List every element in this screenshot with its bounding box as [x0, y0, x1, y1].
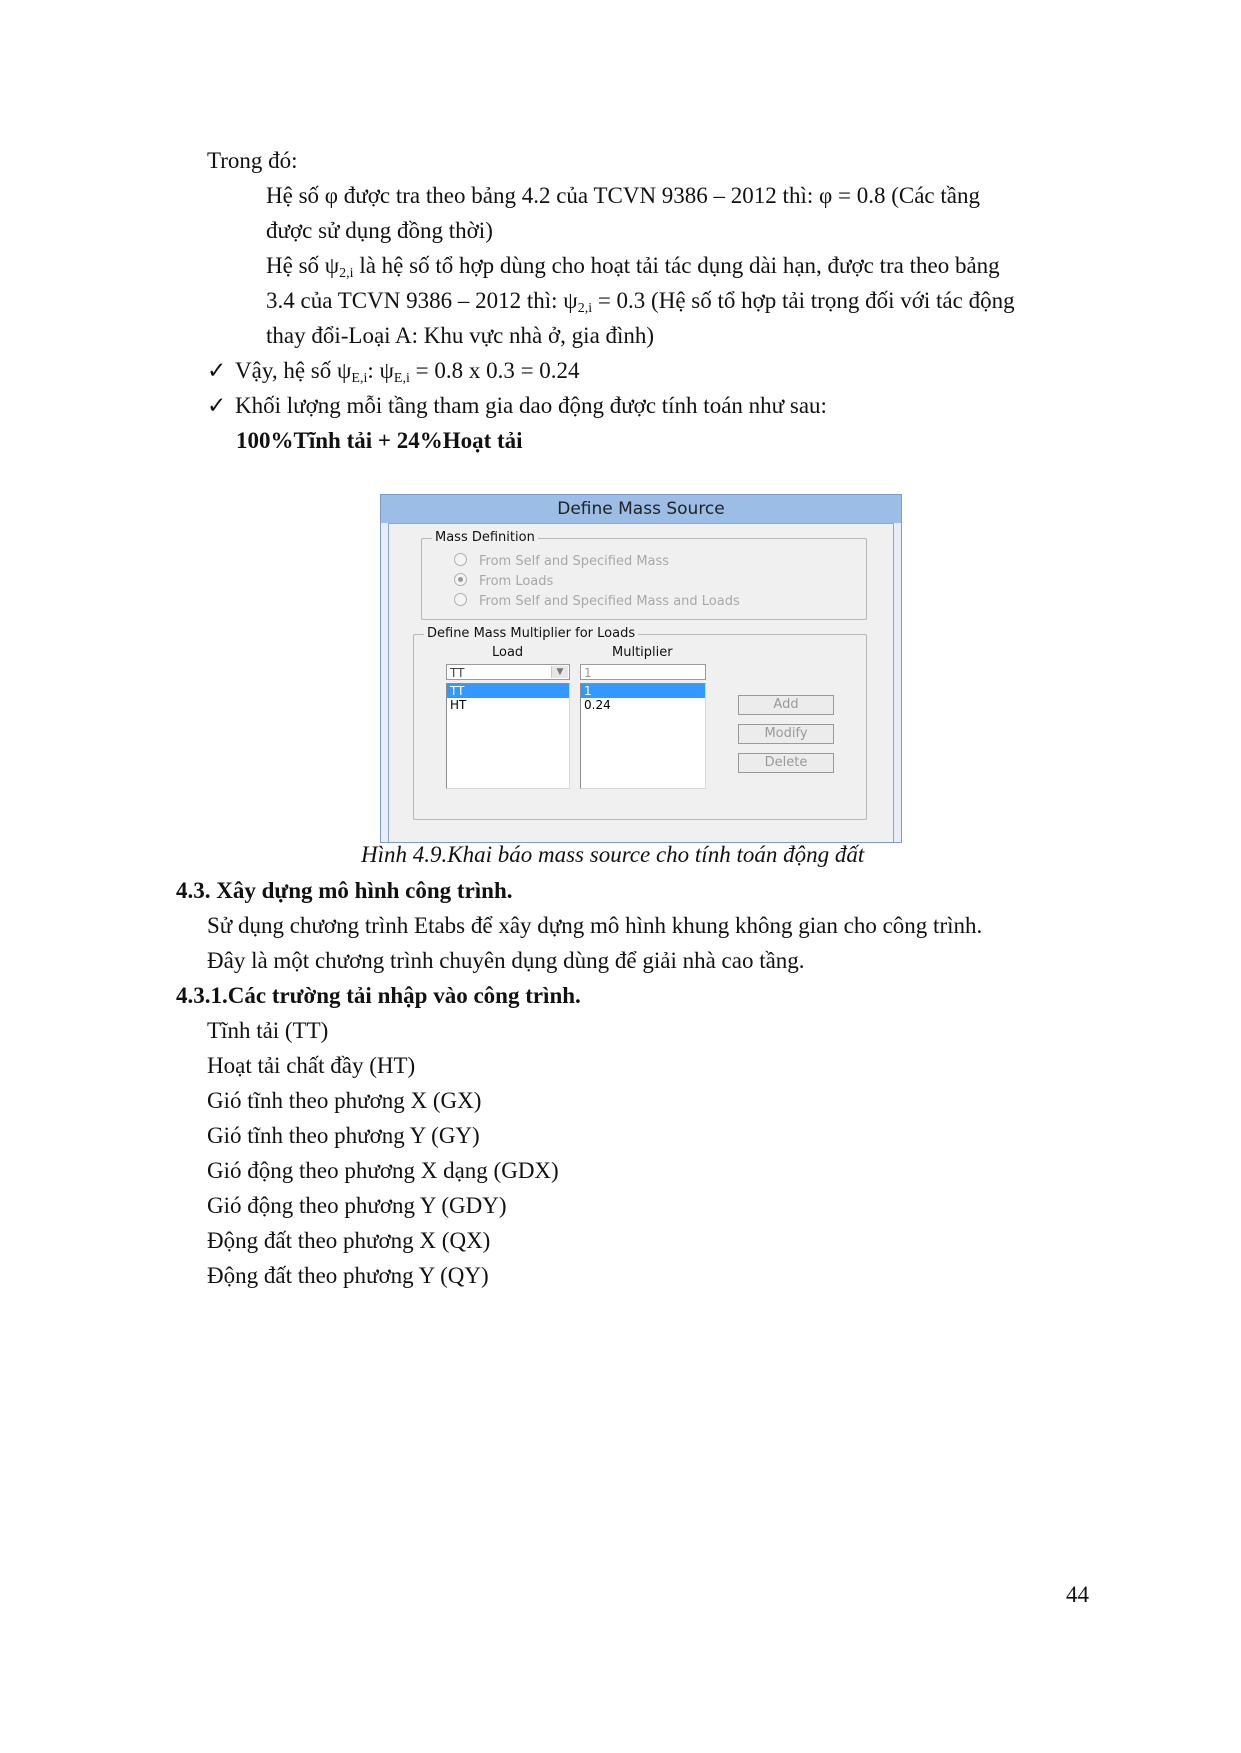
- vay-a: Vậy, hệ số ψ: [235, 358, 352, 383]
- mass-definition-label: Mass Definition: [432, 530, 538, 546]
- page-number: 44: [1066, 1582, 1089, 1607]
- load-case-item: Tĩnh tải (TT): [207, 1018, 329, 1043]
- psi-line-2-a: 3.4 của TCVN 9386 – 2012 thì: ψ: [266, 288, 578, 313]
- load-case-item: Gió tĩnh theo phương Y (GY): [207, 1123, 480, 1148]
- multiplier-list[interactable]: [580, 683, 706, 789]
- load-case-item: Động đất theo phương X (QX): [207, 1228, 491, 1253]
- multiplier-column-header: Multiplier: [612, 645, 673, 660]
- psi-line-2-b: = 0.3 (Hệ số tổ hợp tải trọng đối với tác động: [592, 288, 1015, 313]
- radio-from-loads[interactable]: [454, 573, 553, 590]
- dialog-body: [388, 523, 894, 843]
- load-case-item: Gió động theo phương X dạng (GDX): [207, 1158, 559, 1183]
- section-4-3-1-heading: 4.3.1.Các trường tải nhập vào công trình.: [176, 983, 581, 1008]
- check-icon: ✓: [207, 358, 227, 383]
- load-list[interactable]: [446, 683, 570, 789]
- section-4-3-para-1: Sử dụng chương trình Etabs để xây dựng mô hình khung không gian cho công trình.: [207, 913, 983, 938]
- khoi-luong-text: Khối lượng mỗi tầng tham gia dao động được tính toán như sau:: [235, 393, 827, 418]
- psi-line-1-sub: 2,i: [339, 266, 354, 281]
- khoi-luong-line: [207, 391, 827, 421]
- radio-self-specified-loads[interactable]: [454, 593, 740, 610]
- dialog-title: Define Mass Source: [381, 495, 901, 523]
- list-item[interactable]: 1: [581, 684, 705, 698]
- vay-b: : ψ: [367, 358, 394, 383]
- psi-line-2-sub: 2,i: [577, 301, 593, 316]
- figure-caption: Hình 4.9.Khai báo mass source cho tính toán động đất: [361, 842, 865, 867]
- define-mass-source-dialog: [380, 494, 902, 843]
- vay-sub-2: E,i: [393, 371, 410, 386]
- trong-do-text: Trong đó:: [207, 148, 298, 173]
- add-button[interactable]: Add: [738, 695, 834, 715]
- load-combo[interactable]: [446, 664, 570, 680]
- mass-definition-group: [421, 530, 867, 620]
- section-4-3-heading: 4.3. Xây dựng mô hình công trình.: [176, 878, 513, 903]
- phi-line-1: Hệ số φ được tra theo bảng 4.2 của TCVN 9386 – 2012 thì: φ = 0.8 (Các tầng: [266, 183, 980, 208]
- load-combo-value: TT: [450, 666, 465, 680]
- check-icon: ✓: [207, 393, 227, 418]
- modify-button[interactable]: Modify: [738, 724, 834, 744]
- list-item[interactable]: 0.24: [584, 698, 611, 712]
- radio-icon[interactable]: [454, 553, 467, 566]
- radio-selected-icon[interactable]: [454, 573, 467, 586]
- load-column-header: Load: [492, 645, 524, 660]
- psi-line-1: [266, 251, 1000, 281]
- mass-multiplier-label: Define Mass Multiplier for Loads: [424, 626, 638, 642]
- radio-label: From Self and Specified Mass and Loads: [479, 594, 740, 609]
- vay-sub-1: E,i: [351, 371, 368, 386]
- load-case-item: Gió tĩnh theo phương X (GX): [207, 1088, 482, 1113]
- vay-c: = 0.8 x 0.3 = 0.24: [409, 358, 580, 383]
- multiplier-input[interactable]: 1: [580, 664, 706, 680]
- psi-line-1-a: Hệ số ψ: [266, 253, 340, 278]
- psi-line-3: thay đổi-Loại A: Khu vực nhà ở, gia đình): [266, 323, 655, 348]
- vay-he-so-line: [207, 356, 580, 386]
- mass-formula: 100%Tĩnh tải + 24%Hoạt tải: [236, 428, 523, 453]
- delete-button[interactable]: Delete: [738, 753, 834, 773]
- psi-line-2: [266, 286, 1015, 316]
- chevron-down-icon[interactable]: ▼: [551, 666, 568, 678]
- list-item[interactable]: HT: [450, 698, 467, 712]
- load-case-item: Hoạt tải chất đầy (HT): [207, 1053, 416, 1078]
- load-case-item: Động đất theo phương Y (QY): [207, 1263, 489, 1288]
- phi-line-2: được sử dụng đồng thời): [266, 218, 493, 243]
- radio-label: From Loads: [479, 574, 554, 589]
- radio-label: From Self and Specified Mass: [479, 554, 670, 569]
- mass-multiplier-group: [413, 626, 867, 820]
- section-4-3-para-2: Đây là một chương trình chuyên dụng dùng để giải nhà cao tầng.: [207, 948, 805, 973]
- load-case-item: Gió động theo phương Y (GDY): [207, 1193, 507, 1218]
- list-item[interactable]: TT: [447, 684, 569, 698]
- psi-line-1-b: là hệ số tổ hợp dùng cho hoạt tải tác dụng dài hạn, được tra theo bảng: [353, 253, 1000, 278]
- radio-icon[interactable]: [454, 593, 467, 606]
- radio-self-specified[interactable]: [454, 553, 669, 570]
